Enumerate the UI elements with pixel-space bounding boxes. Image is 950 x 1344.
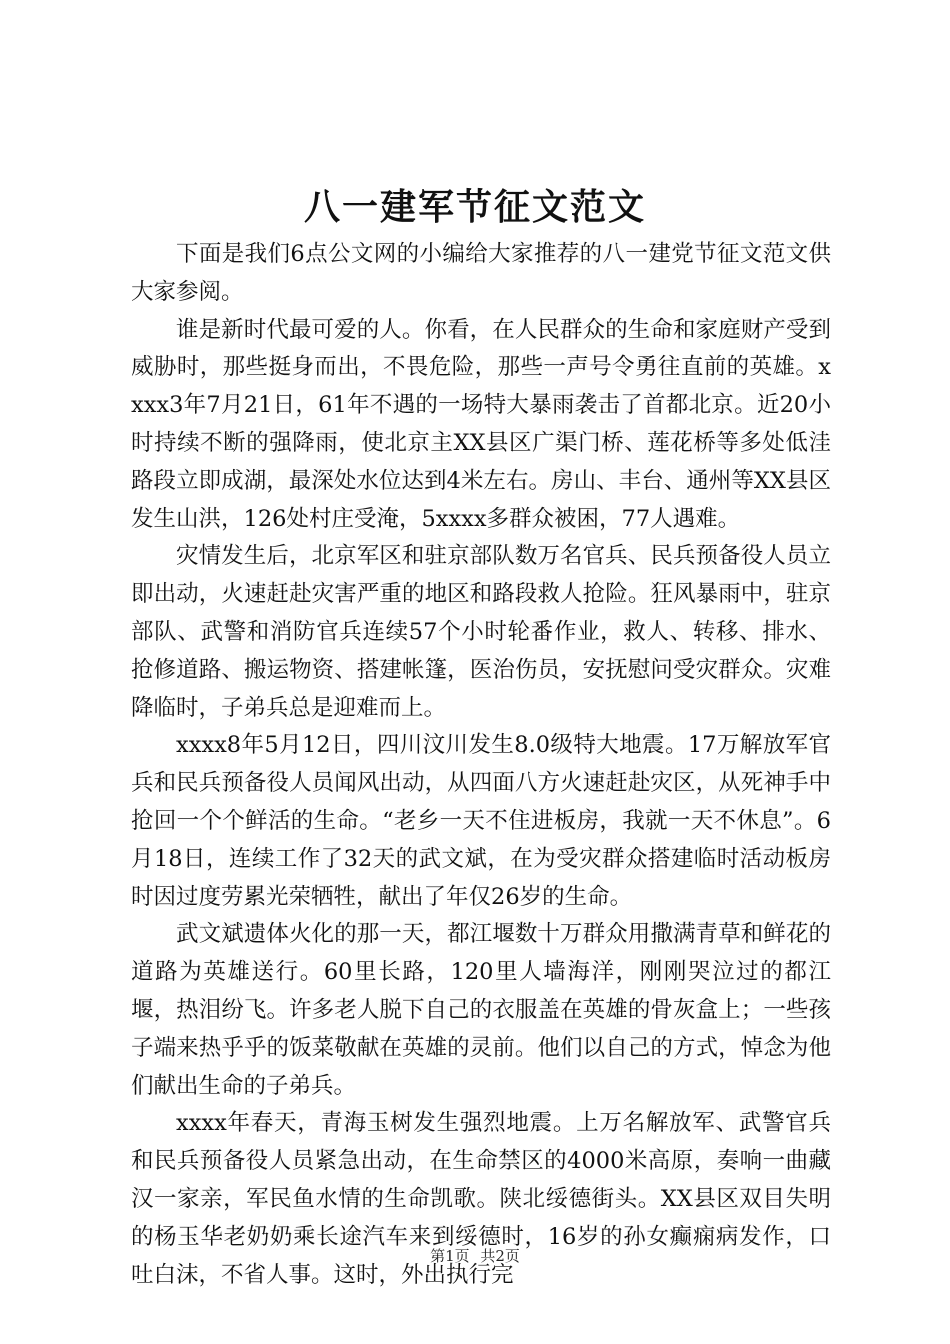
page-total: 共2页	[480, 1247, 520, 1265]
paragraph: 谁是新时代最可爱的人。你看，在人民群众的生命和家庭财产受到威胁时，那些挺身而出，不畏危险，那些一声号令勇往直前的英雄。xxxx3年7月21日，61年不遇的一场特大暴雨袭击了首都北京。近20小时持续不断的强降雨，使北京主XX县区广渠门桥、莲花桥等多处低洼路段立即成湖，最深处水位达到4米左右。房山、丰台、通州等XX县区发生山洪，126处村庄受淹，5xxxx多群众被困，77人遇难。	[131, 316, 831, 532]
paragraph: 武文斌遗体火化的那一天，都江堰数十万群众用撒满青草和鲜花的道路为英雄送行。60里长路，120里人墙海洋，刚刚哭泣过的都江堰，热泪纷飞。许多老人脱下自己的衣服盖在英雄的骨灰盒上；一些孩子端来热乎乎的饭菜敬献在英雄的灵前。他们以自己的方式，悼念为他们献出生命的子弟兵。	[131, 921, 831, 1099]
paragraph: xxxx年春天，青海玉树发生强烈地震。上万名解放军、武警官兵和民兵预备役人员紧急出动，在生命禁区的4000米高原，奏响一曲藏汉一家亲，军民鱼水情的生命凯歌。陕北绥德街头。XX县区双目失明的杨玉华老奶奶乘长途汽车来到绥德时，16岁的孙女癫痫病发作，口吐白沫，不省人事。这时，外出执行完	[131, 1110, 831, 1288]
paragraph: 下面是我们6点公文网的小编给大家推荐的八一建党节征文范文供大家参阅。	[131, 241, 831, 305]
document-body	[131, 236, 831, 1294]
paragraph: xxxx8年5月12日，四川汶川发生8.0级特大地震。17万解放军官兵和民兵预备役人员闻风出动，从四面八方火速赶赴灾区，从死神手中抢回一个个鲜活的生命。“老乡一天不住进板房，我就一天不休息”。6月18日，连续工作了32天的武文斌，在为受灾群众搭建临时活动板房时因过度劳累光荣牺牲，献出了年仅26岁的生命。	[131, 732, 831, 910]
document-title: 八一建军节征文范文	[303, 186, 646, 228]
page-number: 第1页	[430, 1247, 470, 1265]
paragraph: 灾情发生后，北京军区和驻京部队数万名官兵、民兵预备役人员立即出动，火速赶赴灾害严重的地区和路段救人抢险。狂风暴雨中，驻京部队、武警和消防官兵连续57个小时轮番作业，救人、转移、排水、抢修道路、搬运物资、搭建帐篷，医治伤员，安抚慰问受灾群众。灾难降临时，子弟兵总是迎难而上。	[131, 543, 831, 721]
page-footer	[0, 1246, 950, 1266]
